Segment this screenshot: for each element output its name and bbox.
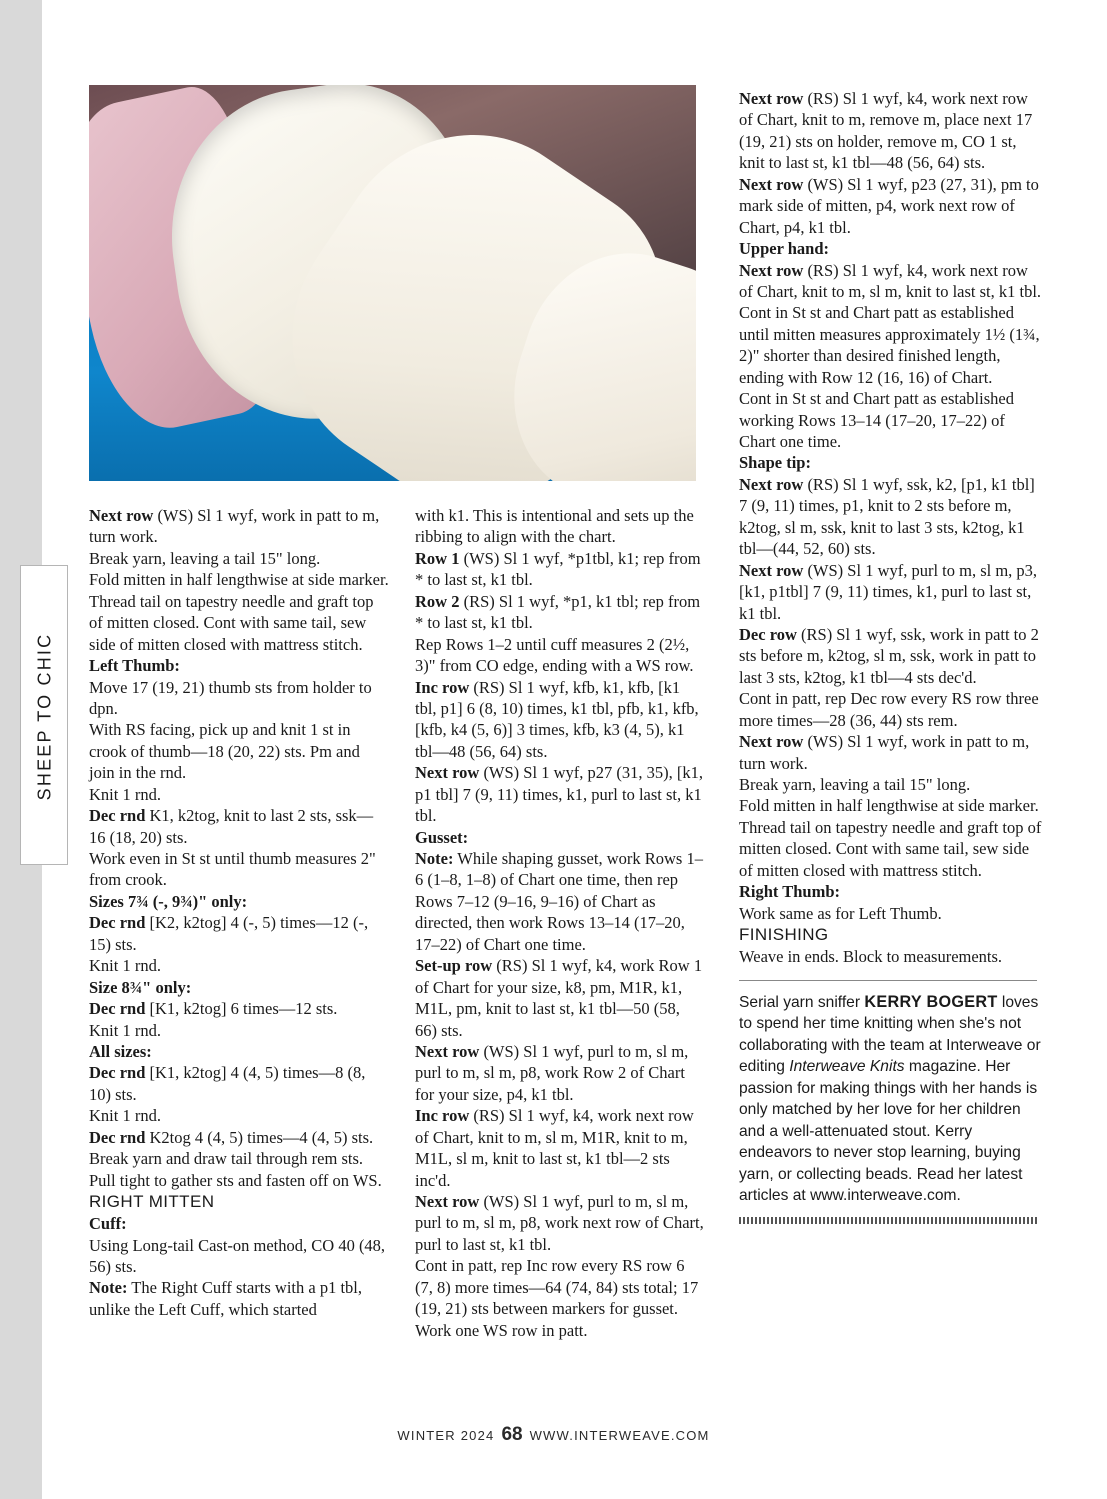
- row-text: (RS) Sl 1 wyf, k4, work Row 1 of Chart for your size, k8, pm, M1R, k1, M1L, pm, knit to last st, k1 tbl—50 (58, 66) sts.: [415, 956, 703, 1040]
- row-text: (WS) Sl 1 wyf, *p1tbl, k1; rep from * to last st, k1 tbl.: [415, 548, 701, 590]
- author-bio: [739, 991, 1044, 1207]
- row-label: Dec rnd: [89, 1127, 146, 1147]
- paragraph: [415, 1191, 705, 1255]
- magazine-title: Interweave Knits: [789, 1058, 905, 1076]
- row-label: Next row: [739, 732, 804, 752]
- paragraph: [739, 624, 1044, 688]
- row-text: K2tog 4 (4, 5) times—4 (4, 5) sts.: [145, 1127, 374, 1147]
- row-text: (RS) Sl 1 wyf, k4, work next row of Chart, knit to m, remove m, place next 17 (19, 21) sts on holder, remove m, CO 1 st, knit to last st, k1 tbl—48 (56, 64) sts.: [739, 89, 1033, 173]
- row-text: (WS) Sl 1 wyf, work in patt to m, turn work.: [89, 506, 380, 547]
- row-text: (WS) Sl 1 wyf, purl to m, sl m, purl to m, sl m, p8, work Row 2 of Chart for your size, p4, k1 tbl.: [415, 1041, 689, 1104]
- paragraph: Work same as for Left Thumb.: [739, 903, 942, 923]
- paragraph: [739, 474, 1044, 560]
- row-label: Next row: [415, 763, 480, 783]
- paragraph: [415, 955, 705, 1041]
- decorative-rule: [739, 1217, 1037, 1224]
- row-text: (WS) Sl 1 wyf, purl to m, sl m, purl to m, sl m, p8, work next row of Chart, purl to last st, k1 tbl.: [415, 1192, 704, 1254]
- row-text: [K1, k2tog] 4 (4, 5) times—8 (8, 10) sts.: [89, 1063, 366, 1104]
- author-name: KERRY BOGERT: [864, 992, 998, 1011]
- paragraph: [89, 505, 389, 548]
- paragraph: Work one WS row in patt.: [415, 1320, 588, 1340]
- bio-part-1: loves to spend her time knitting when she's not collaborating with the team at Interweave or editing: [739, 993, 1041, 1076]
- paragraph: Knit 1 rnd.: [89, 1020, 161, 1040]
- row-text: (RS) Sl 1 wyf, k4, work next row of Chart, knit to m, sl m, knit to last st, k1 tbl.: [739, 260, 1042, 301]
- paragraph: Knit 1 rnd.: [89, 956, 161, 976]
- note-text: While shaping gusset, work Rows 1–6 (1–8, 1–8) of Chart one time, then rep Rows 7–12 (9–16, 9–16) of Chart as directed, then work Rows 13–14 (17–20, 17–22) of Chart one time.: [415, 849, 703, 954]
- row-text: (RS) Sl 1 wyf, ssk, k2, [p1, k1 tbl] 7 (9, 11) times, p1, knit to 2 sts before m, k2tog, sl m, ssk, knit to last 3 sts, k2tog, k1 tbl—(44, 52, 60) sts.: [739, 474, 1035, 559]
- row-label: Dec rnd: [89, 913, 146, 933]
- paragraph: Fold mitten in half lengthwise at side marker. Thread tail on tapestry needle and graft top of mitten closed. Cont with same tail, sew side of mitten closed with mattress stitch.: [739, 796, 1042, 880]
- paragraph: [89, 1127, 389, 1148]
- subheading-upper-hand: Upper hand:: [739, 239, 830, 259]
- paragraph: [415, 1041, 705, 1105]
- paragraph: Break yarn and draw tail through rem sts. Pull tight to gather sts and fasten off on WS.: [89, 1149, 382, 1190]
- text-column-3: [739, 88, 1044, 1224]
- subheading-sizes-small: Sizes 7¾ (-, 9¾)" only:: [89, 891, 248, 911]
- paragraph: Cont in patt, rep Dec row every RS row three more times—28 (36, 44) sts rem.: [739, 689, 1039, 730]
- page-footer: [0, 1424, 1107, 1446]
- note-label: Note:: [89, 1278, 128, 1298]
- paragraph: [415, 848, 705, 955]
- row-text: (WS) Sl 1 wyf, work in patt to m, turn work.: [739, 732, 1030, 773]
- subheading-gusset: Gusset:: [415, 827, 469, 847]
- paragraph: Knit 1 rnd.: [89, 784, 161, 804]
- row-label: Row 2: [415, 591, 460, 611]
- row-label: Next row: [739, 260, 804, 280]
- row-text: (RS) Sl 1 wyf, kfb, k1, kfb, [k1 tbl, p1] 6 (8, 10) times, k1 tbl, pfb, k1, kfb, [kfb, k4 (5, 6)] 3 times, kfb, k3 (4, 5), k1 tbl—48 (56, 64) sts.: [415, 677, 699, 761]
- paragraph: [89, 998, 389, 1019]
- paragraph: [89, 912, 389, 955]
- row-text: (RS) Sl 1 wyf, *p1, k1 tbl; rep from * to last st, k1 tbl.: [415, 591, 701, 633]
- paragraph: [739, 174, 1044, 238]
- row-label: Dec row: [739, 624, 797, 644]
- subheading-right-thumb: Right Thumb:: [739, 882, 841, 902]
- row-label: Inc row: [415, 677, 470, 697]
- heading-right-mitten: RIGHT MITTEN: [89, 1192, 215, 1211]
- paragraph: [415, 677, 705, 763]
- subheading-cuff: Cuff:: [89, 1214, 127, 1234]
- paragraph: [739, 88, 1044, 174]
- row-label: Dec rnd: [89, 806, 146, 826]
- row-text: (WS) Sl 1 wyf, p27 (31, 35), [k1, p1 tbl] 7 (9, 11) times, k1, purl to last st, k1 tbl.: [415, 763, 703, 826]
- paragraph: [89, 1062, 389, 1105]
- paragraph: Work even in St st until thumb measures 2" from crook.: [89, 849, 376, 890]
- paragraph: [415, 548, 705, 591]
- paragraph: [739, 560, 1044, 624]
- paragraph: Fold mitten in half lengthwise at side marker. Thread tail on tapestry needle and graft top of mitten closed. Cont with same tail, sew side of mitten closed with mattress stitch.: [89, 570, 389, 654]
- divider: [739, 980, 1037, 981]
- row-label: Next row: [739, 174, 804, 194]
- row-text: (RS) Sl 1 wyf, k4, work next row of Chart, knit to m, sl m, M1R, knit to m, M1L, sl m, knit to last st, k1 tbl—2 sts inc'd.: [415, 1106, 694, 1190]
- paragraph: [415, 762, 705, 826]
- row-label: Next row: [415, 1041, 480, 1061]
- subheading-all-sizes: All sizes:: [89, 1041, 152, 1061]
- page-number: 68: [501, 1424, 523, 1445]
- row-label: Next row: [739, 474, 804, 494]
- paragraph: Cont in St st and Chart patt as established working Rows 13–14 (17–20, 17–22) of Chart one time.: [739, 389, 1014, 451]
- row-text: [K1, k2tog] 6 times—12 sts.: [145, 999, 338, 1019]
- bio-lead: Serial yarn sniffer: [739, 993, 865, 1011]
- row-text: (RS) Sl 1 wyf, ssk, work in patt to 2 sts before m, k2tog, sl m, ssk, work in patt to last 3 sts, k2tog, k1 tbl—4 sts dec'd.: [739, 624, 1039, 687]
- paragraph: [89, 1277, 389, 1320]
- row-label: Next row: [415, 1192, 480, 1211]
- row-text: (WS) Sl 1 wyf, p23 (27, 31), pm to mark side of mitten, p4, work next row of Chart, p4, k1 tbl.: [739, 174, 1039, 237]
- section-tab: [20, 565, 68, 865]
- note-label: Note:: [415, 849, 454, 868]
- paragraph: With RS facing, pick up and knit 1 st in crook of thumb—18 (20, 22) sts. Pm and join in the rnd.: [89, 720, 360, 783]
- subheading-shape-tip: Shape tip:: [739, 453, 811, 473]
- subheading-size-large: Size 8¾" only:: [89, 977, 192, 997]
- website-label: WWW.INTERWEAVE.COM: [529, 1428, 710, 1443]
- paragraph: [739, 260, 1044, 303]
- paragraph: Move 17 (19, 21) thumb sts from holder to dpn.: [89, 677, 372, 718]
- paragraph: Using Long-tail Cast-on method, CO 40 (48, 56) sts.: [89, 1235, 386, 1276]
- paragraph: [415, 1105, 705, 1191]
- row-label: Row 1: [415, 548, 460, 568]
- paragraph: Break yarn, leaving a tail 15" long.: [739, 775, 971, 794]
- paragraph: Knit 1 rnd.: [89, 1106, 161, 1126]
- paragraph: Weave in ends. Block to measurements.: [739, 947, 1003, 967]
- paragraph: Rep Rows 1–2 until cuff measures 2 (2½, 3)" from CO edge, ending with a WS row.: [415, 634, 694, 676]
- paragraph: Cont in St st and Chart patt as established until mitten measures approximately 1½ (1¾, 2)" shorter than desired finished length, ending with Row 12 (16, 16) of Chart.: [739, 303, 1040, 387]
- row-text: K1, k2tog, knit to last 2 sts, ssk—16 (18, 20) sts.: [89, 806, 374, 847]
- heading-finishing: FINISHING: [739, 925, 829, 945]
- paragraph: [415, 591, 705, 634]
- text-column-2: [415, 505, 705, 1341]
- row-label: Inc row: [415, 1106, 470, 1126]
- issue-label: WINTER 2024: [397, 1428, 495, 1443]
- row-label: Set-up row: [415, 956, 493, 976]
- paragraph: Cont in patt, rep Inc row every RS row 6 (7, 8) more times—64 (74, 84) sts total; 17 (19, 21) sts between markers for gusset.: [415, 1256, 699, 1319]
- paragraph: [739, 731, 1044, 774]
- section-tab-label: SHEEP TO CHIC: [34, 632, 55, 801]
- row-text: (WS) Sl 1 wyf, purl to m, sl m, p3, [k1, p1tbl] 7 (9, 11) times, k1, purl to last st, k1 tbl.: [739, 560, 1038, 623]
- bio-part-2: magazine. Her passion for making things with her hands is only matched by her love for her children and a well-attenuated stout. Kerry endeavors to never stop learning, buying yarn, or collecting beads. Read her latest articles at www.interweave.com.: [739, 1058, 1038, 1205]
- paragraph: with k1. This is intentional and sets up the ribbing to align with the chart.: [415, 506, 694, 547]
- row-label: Next row: [89, 506, 154, 525]
- row-label: Dec rnd: [89, 999, 146, 1019]
- subheading-left-thumb: Left Thumb:: [89, 656, 180, 676]
- paragraph: [89, 805, 389, 848]
- paragraph: Break yarn, leaving a tail 15" long.: [89, 548, 321, 568]
- text-column-1: [89, 505, 389, 1320]
- note-text: The Right Cuff starts with a p1 tbl, unlike the Left Cuff, which started: [89, 1278, 362, 1319]
- row-label: Next row: [739, 89, 804, 108]
- row-text: [K2, k2tog] 4 (-, 5) times—12 (-, 15) sts.: [89, 913, 369, 954]
- mittens-photo: [89, 85, 696, 481]
- row-label: Dec rnd: [89, 1063, 146, 1083]
- row-label: Next row: [739, 560, 804, 580]
